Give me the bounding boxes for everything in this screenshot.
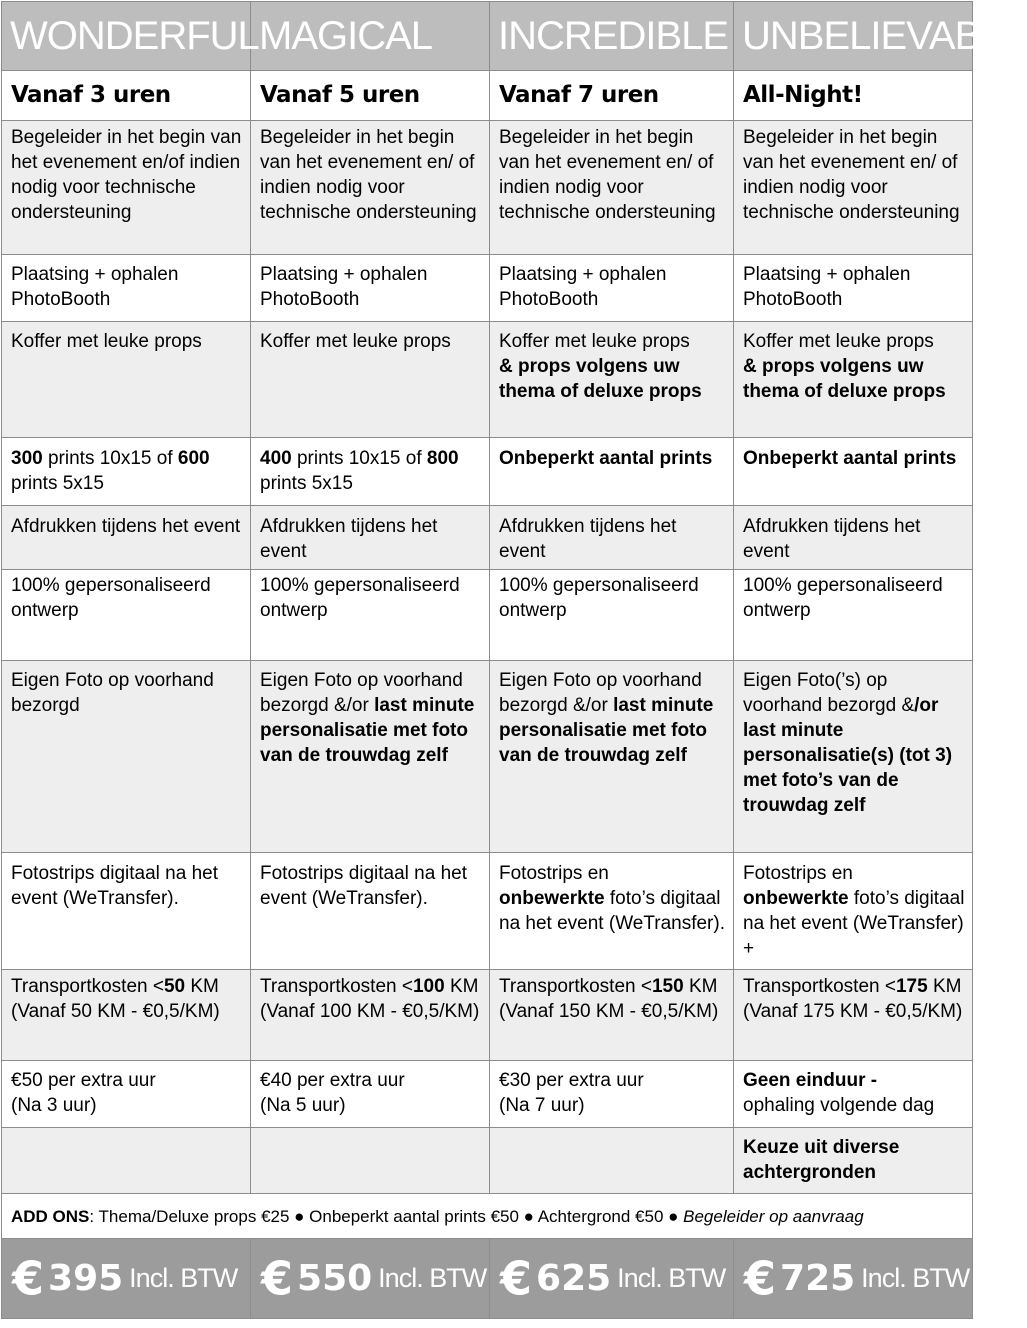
price-amount: 625 — [536, 1258, 612, 1300]
price-amount: 550 — [297, 1258, 373, 1300]
prints-count: 400 — [260, 448, 292, 469]
price-cell — [490, 1239, 734, 1319]
eigen-foto-cell — [490, 661, 734, 853]
transport-text: Transportkosten < — [499, 976, 652, 997]
extra-uur-cell — [734, 1061, 973, 1128]
extra-uur-note: (Na 7 uur) — [499, 1095, 585, 1116]
extra-uur-row — [2, 1061, 973, 1128]
price-amount: 395 — [48, 1258, 124, 1300]
begeleider-cell: Begeleider in het begin van het evenement en/ of indien nodig voor technische ondersteuning — [490, 121, 734, 255]
package-hours: Vanaf 7 uren — [490, 71, 734, 121]
fotostrips-row — [2, 853, 973, 970]
addons-cell — [2, 1194, 973, 1239]
fotostrips-emph: onbewerkte — [743, 888, 849, 909]
price-cell — [2, 1239, 251, 1319]
prints-text: prints 10x15 of — [42, 448, 178, 469]
price-amount: 725 — [780, 1258, 856, 1300]
prints-count: Onbeperkt aantal prints — [743, 448, 957, 469]
ontwerp-cell: 100% gepersonaliseerd ontwerp — [734, 570, 973, 661]
eigen-foto-cell — [251, 661, 490, 853]
props-extra: & props volgens uw thema of deluxe props — [743, 356, 946, 402]
fotostrips-cell — [2, 853, 251, 970]
extra-uur-cell — [2, 1061, 251, 1128]
prints-cell — [251, 438, 490, 506]
package-name-row — [2, 2, 973, 71]
fotostrips-text: Fotostrips digitaal na het event (WeTransfer). — [11, 863, 219, 909]
props-cell — [734, 322, 973, 438]
afdrukken-cell: Afdrukken tijdens het event — [2, 506, 251, 570]
prints-count: Onbeperkt aantal prints — [499, 448, 713, 469]
props-cell — [490, 322, 734, 438]
extra-uur-text: €30 per extra uur — [499, 1070, 644, 1091]
prints-count: 600 — [177, 448, 210, 469]
package-hours-row — [2, 71, 973, 121]
transport-km: 175 — [895, 976, 928, 997]
extra-uur-cell — [251, 1061, 490, 1128]
transport-text: Transportkosten < — [743, 976, 896, 997]
eigen-foto-text: Eigen Foto(’s) op voorhand bezorgd & — [743, 670, 915, 716]
transport-text: Transportkosten < — [11, 976, 164, 997]
euro-symbol: € — [500, 1251, 533, 1306]
transport-km: 100 — [412, 976, 445, 997]
prints-text: prints 5x15 — [260, 473, 353, 494]
transport-cell — [734, 970, 973, 1061]
transport-text: KM (Vanaf 50 KM - €0,5/KM) — [11, 976, 220, 1022]
extra-uur-note: (Na 5 uur) — [260, 1095, 346, 1116]
price-note: Incl. BTW — [861, 1263, 970, 1294]
fotostrips-cell — [734, 853, 973, 970]
extra-uur-text: €40 per extra uur — [260, 1070, 405, 1091]
prints-cell — [734, 438, 973, 506]
props-text: Koffer met leuke props — [499, 331, 690, 352]
props-extra: & props volgens uw thema of deluxe props — [499, 356, 702, 402]
afdrukken-cell: Afdrukken tijdens het event — [251, 506, 490, 570]
begeleider-row — [2, 121, 973, 255]
fotostrips-text: foto’s digitaal na het event (WeTransfer) + — [743, 888, 965, 959]
prints-cell — [2, 438, 251, 506]
fotostrips-text: Fotostrips en — [743, 863, 853, 884]
props-text: Koffer met leuke props — [743, 331, 934, 352]
eigen-foto-row — [2, 661, 973, 853]
props-row — [2, 322, 973, 438]
price-note: Incl. BTW — [617, 1263, 726, 1294]
prints-count: 300 — [11, 448, 43, 469]
eigen-foto-text: Eigen Foto op voorhand bezorgd &/or — [499, 670, 702, 716]
props-text: Koffer met leuke props — [260, 331, 451, 352]
afdrukken-cell: Afdrukken tijdens het event — [490, 506, 734, 570]
props-cell — [2, 322, 251, 438]
price-note: Incl. BTW — [378, 1263, 487, 1294]
plaatsing-cell: Plaatsing + ophalen PhotoBooth — [490, 255, 734, 322]
prints-text: prints 10x15 of — [291, 448, 427, 469]
ontwerp-cell: 100% gepersonaliseerd ontwerp — [2, 570, 251, 661]
eigen-foto-extra: /or last minute personalisatie(s) (tot 3) met foto’s van de trouwdag zelf — [743, 695, 953, 816]
prints-text: prints 5x15 — [11, 473, 104, 494]
plaatsing-cell: Plaatsing + ophalen PhotoBooth — [251, 255, 490, 322]
plaatsing-cell: Plaatsing + ophalen PhotoBooth — [734, 255, 973, 322]
fotostrips-cell — [251, 853, 490, 970]
transport-km: 150 — [651, 976, 684, 997]
transport-cell — [2, 970, 251, 1061]
props-text: Koffer met leuke props — [11, 331, 202, 352]
eigen-foto-text: Eigen Foto op voorhand bezorgd &/or — [260, 670, 463, 716]
ontwerp-row — [2, 570, 973, 661]
begeleider-cell: Begeleider in het begin van het evenement en/of indien nodig voor technische ondersteuning — [2, 121, 251, 255]
eigen-foto-extra: last minute personalisatie met foto van de trouwdag zelf — [260, 695, 475, 766]
begeleider-cell: Begeleider in het begin van het evenement en/ of indien nodig voor technische ondersteuning — [734, 121, 973, 255]
addons-label: ADD ONS — [11, 1206, 90, 1226]
achtergrond-cell — [2, 1128, 251, 1194]
ontwerp-cell: 100% gepersonaliseerd ontwerp — [490, 570, 734, 661]
achtergrond-cell — [251, 1128, 490, 1194]
afdrukken-row — [2, 506, 973, 570]
package-hours: All-Night! — [734, 71, 973, 121]
transport-text: KM (Vanaf 150 KM - €0,5/KM) — [499, 976, 719, 1022]
transport-row — [2, 970, 973, 1061]
pricing-table — [1, 1, 1027, 1319]
package-name: WONDERFUL — [2, 2, 251, 71]
extra-uur-note: (Na 3 uur) — [11, 1095, 97, 1116]
package-name: UNBELIEVABLE — [734, 2, 973, 71]
euro-symbol: € — [261, 1251, 294, 1306]
addons-italic: Begeleider op aanvraag — [683, 1206, 864, 1226]
fotostrips-text: Fotostrips digitaal na het event (WeTransfer). — [260, 863, 468, 909]
package-name: MAGICAL — [251, 2, 490, 71]
transport-cell — [251, 970, 490, 1061]
extra-uur-text: ophaling volgende dag — [743, 1095, 935, 1116]
price-note: Incl. BTW — [129, 1263, 238, 1294]
euro-symbol: € — [744, 1251, 777, 1306]
transport-km: 50 — [163, 976, 186, 997]
achtergrond-row — [2, 1128, 973, 1194]
ontwerp-cell: 100% gepersonaliseerd ontwerp — [251, 570, 490, 661]
package-hours: Vanaf 5 uren — [251, 71, 490, 121]
fotostrips-emph: onbewerkte — [499, 888, 605, 909]
eigen-foto-text: Eigen Foto op voorhand bezorgd — [11, 670, 214, 716]
eigen-foto-extra: last minute personalisatie met foto van de trouwdag zelf — [499, 695, 714, 766]
extra-uur-emph: Geen einduur - — [743, 1070, 878, 1091]
transport-text: KM (Vanaf 175 KM - €0,5/KM) — [743, 976, 963, 1022]
begeleider-cell: Begeleider in het begin van het evenement en/ of indien nodig voor technische ondersteuning — [251, 121, 490, 255]
price-cell — [251, 1239, 490, 1319]
fotostrips-cell — [490, 853, 734, 970]
plaatsing-row — [2, 255, 973, 322]
transport-text: KM (Vanaf 100 KM - €0,5/KM) — [260, 976, 480, 1022]
addons-row — [2, 1194, 973, 1239]
afdrukken-cell: Afdrukken tijdens het event — [734, 506, 973, 570]
props-cell — [251, 322, 490, 438]
extra-uur-text: €50 per extra uur — [11, 1070, 156, 1091]
extra-uur-cell — [490, 1061, 734, 1128]
transport-cell — [490, 970, 734, 1061]
eigen-foto-cell — [2, 661, 251, 853]
prints-cell — [490, 438, 734, 506]
achtergrond-cell: Keuze uit diverse achtergronden — [734, 1128, 973, 1194]
transport-text: Transportkosten < — [260, 976, 413, 997]
price-row — [2, 1239, 973, 1319]
eigen-foto-cell — [734, 661, 973, 853]
plaatsing-cell: Plaatsing + ophalen PhotoBooth — [2, 255, 251, 322]
prints-count: 800 — [426, 448, 459, 469]
prints-row — [2, 438, 973, 506]
euro-symbol: € — [12, 1251, 45, 1306]
addons-text: : Thema/Deluxe props €25 ● Onbeperkt aantal prints €50 ● Achtergrond €50 ● — [89, 1206, 684, 1226]
fotostrips-text: Fotostrips en — [499, 863, 609, 884]
package-name: INCREDIBLE — [490, 2, 734, 71]
package-hours: Vanaf 3 uren — [2, 71, 251, 121]
fotostrips-text: foto’s digitaal na het event (WeTransfer). — [499, 888, 725, 934]
price-cell — [734, 1239, 973, 1319]
achtergrond-cell — [490, 1128, 734, 1194]
